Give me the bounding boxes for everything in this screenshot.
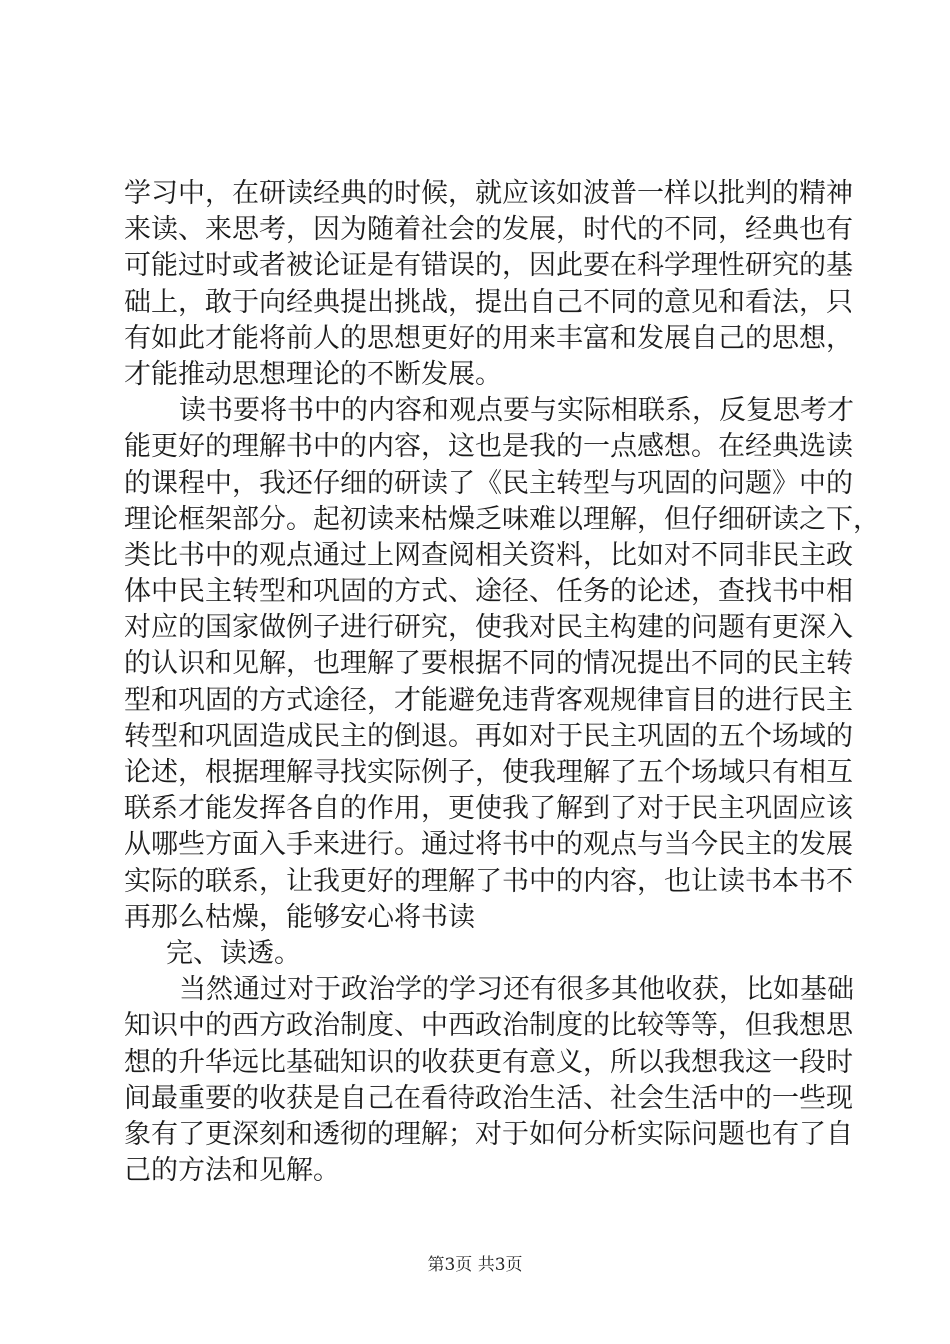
text-line: 理论框架部分。起初读来枯燥乏味难以理解，但仔细研读之下，: [124, 503, 880, 535]
text-line: 转型和巩固造成民主的倒退。再如对于民主巩固的五个场域的: [124, 720, 853, 752]
text-line: 论述，根据理解寻找实际例子，使我理解了五个场域只有相互: [124, 757, 853, 788]
text-line: 来读、来思考，因为随着社会的发展，时代的不同，经典也有: [124, 214, 853, 246]
text-line: 完、读透。: [166, 937, 301, 969]
text-line: 的课程中，我还仔细的研读了《民主转型与巩固的问题》中的: [124, 467, 853, 499]
text-line: 型和巩固的方式途径，才能避免违背客观规律盲目的进行民主: [124, 684, 853, 716]
text-line: 有如此才能将前人的思想更好的用来丰富和发展自己的思想，: [124, 322, 853, 354]
text-line: 从哪些方面入手来进行。通过将书中的观点与当今民主的发展: [124, 829, 853, 861]
text-line: 可能过时或者被论证是有错误的，因此要在科学理性研究的基: [124, 250, 853, 282]
text-line: 类比书中的观点通过上网查阅相关资料，比如对不同非民主政: [124, 539, 853, 571]
text-line: 体中民主转型和巩固的方式、途径、任务的论述，查找书中相: [124, 576, 853, 608]
text-line: 当然通过对于政治学的学习还有很多其他收获，比如基础: [179, 974, 854, 1006]
text-line: 知识中的西方政治制度、中西政治制度的比较等等，但我想思: [124, 1010, 853, 1042]
text-line: 联系才能发挥各自的作用，更使我了解到了对于民主巩固应该: [124, 793, 853, 825]
text-line: 才能推动思想理论的不断发展。: [124, 358, 502, 390]
text-line: 的认识和见解，也理解了要根据不同的情况提出不同的民主转: [124, 648, 853, 680]
text-line: 象有了更深刻和透彻的理解；对于如何分析实际问题也有了自: [124, 1118, 853, 1150]
text-line: 间最重要的收获是自己在看待政治生活、社会生活中的一些现: [124, 1082, 853, 1114]
text-line: 读书要将书中的内容和观点要与实际相联系，反复思考才: [179, 395, 854, 427]
text-line: 己的方法和见解。: [124, 1155, 340, 1187]
text-line: 实际的联系，让我更好的理解了书中的内容，也让读书本书不: [124, 865, 853, 897]
text-line: 对应的国家做例子进行研究，使我对民主构建的问题有更深入: [124, 612, 853, 644]
text-line: 想的升华远比基础知识的收获更有意义，所以我想我这一段时: [124, 1046, 853, 1078]
document-body: [124, 176, 880, 1189]
text-line: 能更好的理解书中的内容，这也是我的一点感想。在经典选读: [124, 431, 853, 463]
text-line: 再那么枯燥，能够安心将书读: [124, 901, 475, 933]
text-line: 础上，敢于向经典提出挑战，提出自己不同的意见和看法，只: [124, 286, 853, 318]
text-line: 学习中，在研读经典的时候，就应该如波普一样以批判的精神: [124, 178, 853, 209]
page-number-footer: 第3页 共3页: [427, 1255, 523, 1275]
